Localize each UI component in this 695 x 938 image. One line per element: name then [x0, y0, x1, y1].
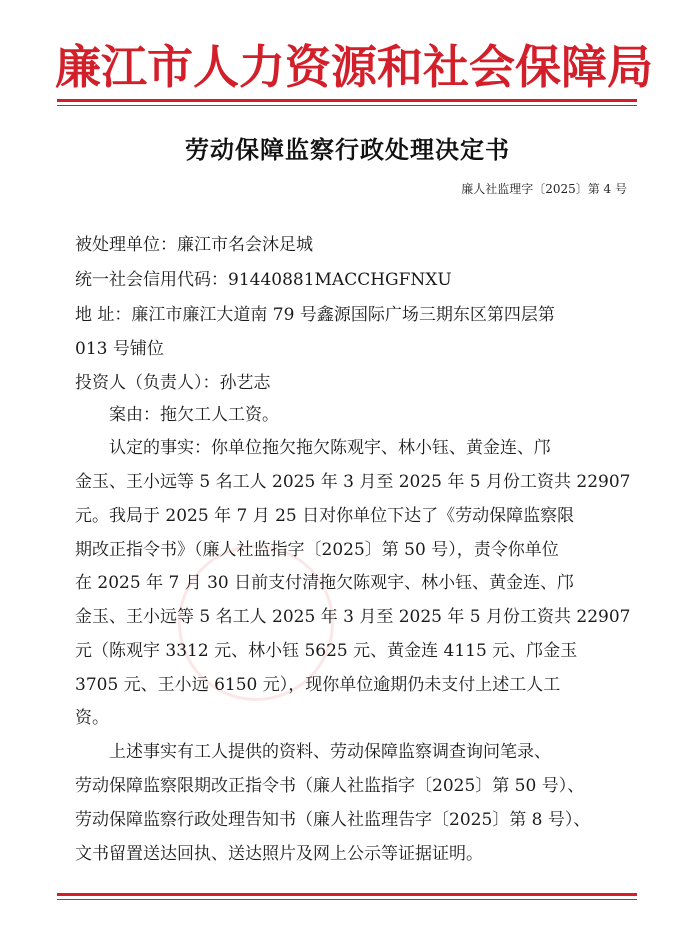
case-cause: 案由：拖欠工人工资。: [109, 405, 279, 425]
facts-line: 认定的事实：你单位拖欠拖欠陈观宇、林小钰、黄金连、邝: [109, 438, 551, 458]
subject-address-line-1: 地 址：廉江市廉江大道南 79 号鑫源国际广场三期东区第四层第: [75, 305, 555, 325]
subject-unit: 被处理单位：廉江市名会沐足城: [75, 235, 313, 255]
masthead-rule-thin: [57, 105, 637, 106]
subject-address-line-2: 013 号铺位: [75, 339, 164, 359]
subject-credit-code: 统一社会信用代码：91440881MACCHGFNXU: [75, 270, 452, 290]
facts-line: 3705 元、王小远 6150 元），现你单位逾期仍未支付上述工人工: [75, 675, 561, 695]
facts-line: 在 2025 年 7 月 30 日前支付清拖欠陈观宇、林小钰、黄金连、邝: [75, 573, 575, 593]
evidence-line: 文书留置送达回执、送达照片及网上公示等证据证明。: [75, 844, 483, 864]
evidence-line: 劳动保障监察行政处理告知书（廉人社监理告字〔2025〕第 8 号）、: [75, 810, 591, 830]
masthead-rule-thick: [57, 99, 637, 102]
subject-investor: 投资人（负责人）：孙艺志: [75, 373, 271, 393]
evidence-line: 劳动保障监察限期改正指令书（廉人社监指字〔2025〕第 50 号）、: [75, 776, 585, 796]
agency-masthead: 廉江市人力资源和社会保障局: [55, 40, 653, 94]
footer-rule-thin: [57, 899, 637, 900]
document-number: 廉人社监理字〔2025〕第 4 号: [461, 182, 627, 196]
facts-line: 资。: [75, 708, 109, 728]
facts-line: 金玉、王小远等 5 名工人 2025 年 3 月至 2025 年 5 月份工资共 22907: [75, 607, 631, 627]
footer-rule-thick: [57, 893, 637, 896]
document-title: 劳动保障监察行政处理决定书: [185, 135, 510, 164]
evidence-line: 上述事实有工人提供的资料、劳动保障监察调查询问笔录、: [109, 742, 551, 762]
facts-line: 期改正指令书》（廉人社监指字〔2025〕第 50 号），责令你单位: [75, 540, 559, 560]
facts-line: 金玉、王小远等 5 名工人 2025 年 3 月至 2025 年 5 月份工资共 22907: [75, 472, 631, 492]
facts-line: 元。我局于 2025 年 7 月 25 日对你单位下达了《劳动保障监察限: [75, 506, 575, 526]
facts-line: 元（陈观宇 3312 元、林小钰 5625 元、黄金连 4115 元、邝金玉: [75, 641, 578, 661]
